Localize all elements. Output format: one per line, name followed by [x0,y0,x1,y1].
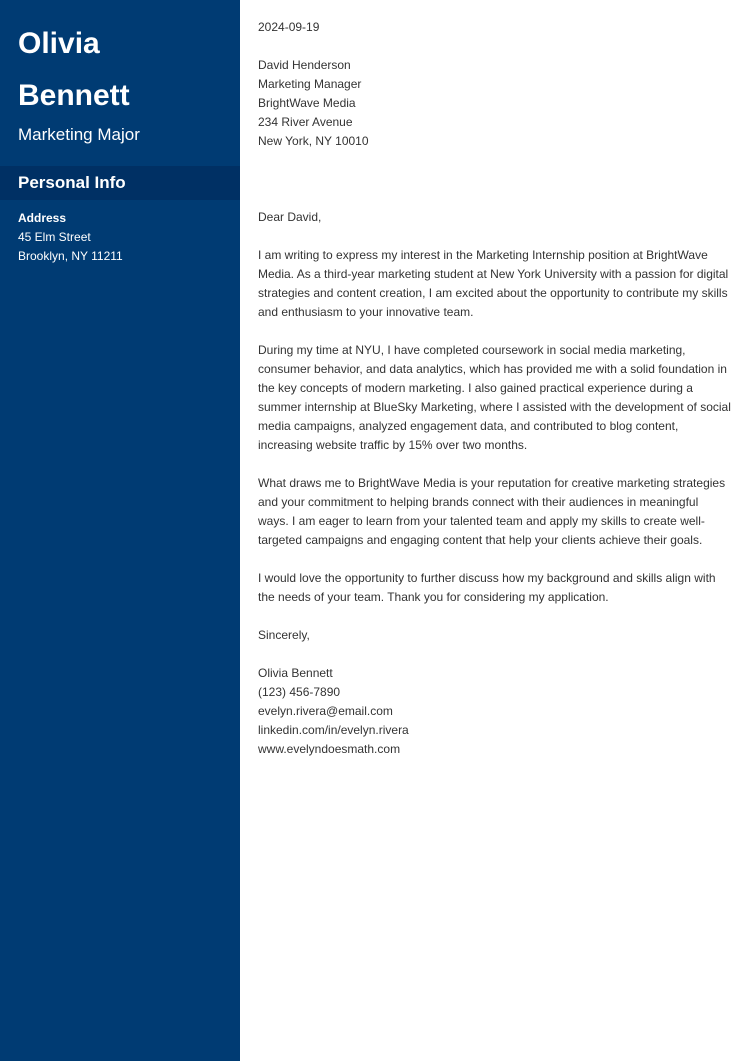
recipient-title: Marketing Manager [258,77,362,91]
address-line-2: Brooklyn, NY 11211 [18,249,123,263]
paragraph-2: During my time at NYU, I have completed coursework in social media marketing, consumer behavior, and data analytics, which has provided me with a solid foundation in the key concepts of modern marketing. I also gained practical experience during a summer internship at BlueSky Marketing, where I assisted with the development of social media campaigns, analyzed engagement data, and contributed to blog content, increasing website traffic by 15% over two months. [258,343,731,452]
signature-name: Olivia Bennett [258,666,333,680]
paragraph-1: I am writing to express my interest in the Marketing Internship position at BrightWave Media. As a third-year marketing student at New York University with a passion for digital strategies and content creation, I am excited about the opportunity to contribute my skills and enthusiasm to your innovative team. [258,248,729,319]
applicant-subtitle: Marketing Major [18,125,140,144]
recipient-block [258,56,732,151]
closing: Sincerely, [258,628,310,642]
recipient-company: BrightWave Media [258,96,356,110]
signature-linkedin: linkedin.com/in/evelyn.rivera [258,723,409,737]
applicant-last-name: Bennett [18,79,130,112]
sidebar [0,0,240,1061]
letter-date: 2024-09-19 [258,20,320,34]
salutation: Dear David, [258,210,322,224]
personal-info-header [0,166,240,200]
address-label: Address [18,211,67,225]
recipient-name: David Henderson [258,58,351,72]
recipient-street: 234 River Avenue [258,115,353,129]
paragraph-3: What draws me to BrightWave Media is your reputation for creative marketing strategies and your commitment to helping brands connect with their audiences in meaningful ways. I am eager to learn from your talented team and apply my skills to create well-targeted campaigns and engaging content that help your clients achieve their goals. [258,476,726,547]
address-line-1: 45 Elm Street [18,230,91,244]
applicant-name [18,18,228,122]
signature-block [258,664,732,759]
signature-phone: (123) 456-7890 [258,685,341,699]
recipient-city: New York, NY 10010 [258,134,369,148]
address-block [18,209,228,266]
letter-body [258,18,732,759]
signature-email: evelyn.rivera@email.com [258,704,393,718]
signature-website: www.evelyndoesmath.com [258,742,401,756]
paragraph-4: I would love the opportunity to further discuss how my background and skills align with the needs of your team. Thank you for considering my application. [258,571,716,604]
applicant-first-name: Olivia [18,27,100,60]
personal-info-title: Personal Info [18,173,126,192]
